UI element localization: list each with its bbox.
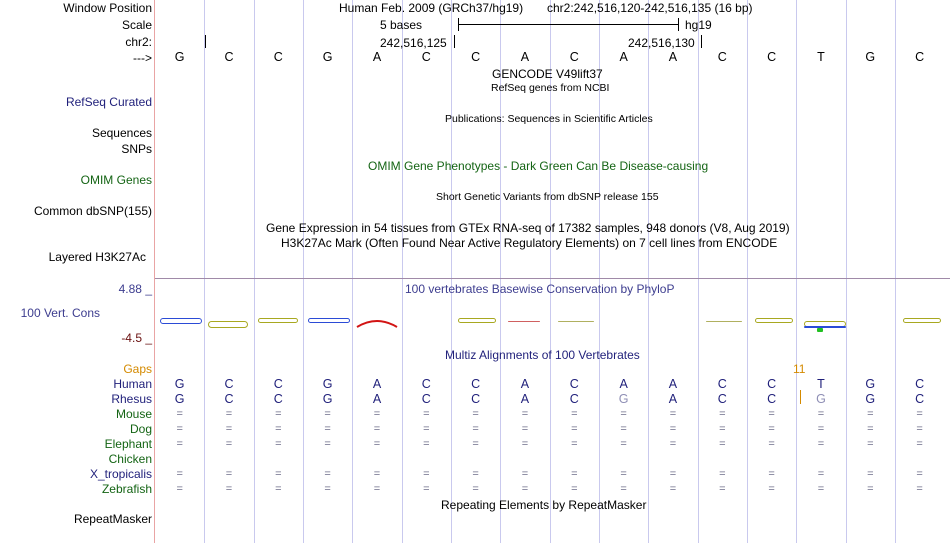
alignment-match-mark: =	[176, 483, 183, 495]
refseq-track-subtitle: RefSeq genes from NCBI	[491, 82, 610, 94]
base-letter: G	[322, 50, 333, 64]
omim-track-title: OMIM Gene Phenotypes - Dark Green Can Be Disease-causing	[368, 159, 709, 173]
species-label-human: Human	[113, 377, 152, 391]
base-gridline	[846, 0, 847, 543]
track-feature	[817, 328, 823, 332]
alignment-match-mark: =	[768, 468, 775, 480]
track-feature	[208, 321, 248, 328]
alignment-match-mark: =	[472, 483, 479, 495]
alignment-match-mark: =	[373, 468, 381, 480]
base-letter: G	[174, 392, 185, 406]
base-letter: C	[717, 392, 727, 406]
base-gridline	[648, 0, 649, 543]
base-letter: G	[816, 392, 826, 406]
base-letter: T	[817, 50, 825, 64]
alignment-match-mark: =	[620, 483, 627, 495]
snps-track-label[interactable]: SNPs	[121, 142, 152, 156]
base-gridline	[204, 0, 205, 543]
species-label-dog: Dog	[129, 422, 152, 436]
scale-db: hg19	[685, 18, 712, 32]
repeatmasker-track-label[interactable]: RepeatMasker	[73, 512, 152, 526]
alignment-match-mark: =	[521, 483, 529, 495]
alignment-match-mark: =	[472, 423, 479, 435]
base-gridline	[747, 0, 748, 543]
alignment-match-mark: =	[916, 408, 923, 420]
h3k27ac-track-label[interactable]: Layered H3K27Ac	[48, 250, 146, 264]
alignment-match-mark: =	[324, 408, 331, 420]
base-letter: C	[569, 50, 579, 64]
species-label-xtropicalis: X_tropicalis	[89, 467, 152, 481]
species-label-elephant: Elephant	[104, 437, 152, 451]
base-letter: C	[471, 50, 481, 64]
alignment-match-mark: =	[275, 423, 282, 435]
base-letter: A	[619, 377, 628, 391]
alignment-match-mark: =	[719, 483, 726, 495]
track-feature	[356, 318, 398, 328]
alignment-match-mark: =	[373, 408, 381, 420]
track-feature	[508, 321, 540, 322]
alignment-match-mark: =	[571, 483, 578, 495]
alignment-match-mark: =	[916, 468, 923, 480]
alignment-match-mark: =	[571, 438, 578, 450]
h3k27ac-track-title: H3K27Ac Mark (Often Found Near Active Regulatory Elements) on 7 cell lines from ENCODE	[281, 236, 778, 250]
base-letter: C	[471, 392, 481, 406]
alignment-match-mark: =	[176, 408, 183, 420]
alignment-match-mark: =	[472, 438, 479, 450]
base-letter: C	[717, 377, 727, 391]
alignment-match-mark: =	[669, 438, 677, 450]
base-letter: A	[668, 50, 678, 64]
alignment-match-mark: =	[719, 408, 726, 420]
alignment-match-mark: =	[324, 438, 331, 450]
alignment-match-mark: =	[669, 408, 677, 420]
base-letter: C	[224, 50, 234, 64]
publications-track-title: Publications: Sequences in Scientific Articles	[445, 113, 653, 125]
base-letter: C	[569, 377, 579, 391]
alignment-match-mark: =	[719, 468, 726, 480]
alignment-match-mark: =	[373, 483, 381, 495]
base-letter: A	[520, 50, 530, 64]
conservation-max-value: 4.88 _	[118, 282, 152, 296]
track-feature	[706, 321, 742, 322]
track-feature	[903, 318, 941, 323]
base-gridline	[303, 0, 304, 543]
alignment-match-mark: =	[817, 438, 825, 450]
alignment-match-mark: =	[620, 408, 627, 420]
alignment-match-mark: =	[176, 423, 183, 435]
alignment-match-mark: =	[719, 438, 726, 450]
track-feature	[458, 318, 496, 323]
ruler-tick-2	[454, 35, 455, 48]
base-letter: A	[520, 377, 530, 391]
base-letter: A	[520, 392, 530, 406]
alignment-match-mark: =	[669, 468, 677, 480]
base-gridline	[796, 0, 797, 543]
alignment-match-mark: =	[669, 483, 677, 495]
base-letter: C	[421, 392, 431, 406]
gap-count: 11	[793, 362, 806, 376]
scale-bar-right-tick	[678, 18, 679, 31]
base-letter: G	[865, 50, 876, 64]
base-letter: A	[372, 377, 382, 391]
gaps-label: Gaps	[123, 362, 152, 376]
alignment-match-mark: =	[275, 438, 282, 450]
alignment-match-mark: =	[867, 468, 874, 480]
dbsnp-track-label[interactable]: Common dbSNP(155)	[33, 204, 152, 218]
window-position-value: chr2:242,516,120-242,516,135 (16 bp)	[547, 1, 753, 15]
base-letter: C	[421, 50, 431, 64]
base-letter: C	[915, 392, 925, 406]
alignment-match-mark: =	[423, 423, 430, 435]
base-gridline	[698, 0, 699, 543]
base-letter: G	[618, 392, 629, 406]
alignment-match-mark: =	[521, 408, 529, 420]
base-letter: C	[767, 392, 777, 406]
alignment-match-mark: =	[324, 423, 331, 435]
gtex-track-title: Gene Expression in 54 tissues from GTEx RNA-seq of 17382 samples, 948 donors (V8, Aug 2019)	[266, 221, 790, 235]
ruler-tick-1	[205, 35, 206, 48]
repeatmasker-track-title: Repeating Elements by RepeatMasker	[441, 498, 647, 512]
alignment-match-mark: =	[225, 438, 233, 450]
species-label-mouse: Mouse	[115, 407, 152, 421]
base-letter: C	[224, 377, 234, 391]
alignment-match-mark: =	[423, 408, 430, 420]
alignment-match-mark: =	[620, 468, 627, 480]
alignment-match-mark: =	[571, 468, 578, 480]
conservation-min-value: -4.5 _	[121, 331, 152, 345]
ruler-tick-3	[701, 35, 702, 48]
strand-label: --->	[133, 51, 152, 65]
assembly-title: Human Feb. 2009 (GRCh37/hg19)	[339, 1, 524, 15]
alignment-match-mark: =	[225, 483, 233, 495]
alignment-match-mark: =	[867, 438, 874, 450]
track-feature	[258, 318, 298, 323]
base-gridline	[451, 0, 452, 543]
base-letter: T	[817, 377, 825, 391]
alignment-match-mark: =	[324, 483, 331, 495]
alignment-match-mark: =	[423, 468, 430, 480]
window-position-label: Window Position	[63, 1, 152, 15]
track-feature	[308, 318, 350, 323]
base-letter: G	[865, 377, 876, 391]
ruler-coord-left: 242,516,125	[380, 36, 447, 50]
base-gridline	[895, 0, 896, 543]
alignment-match-mark: =	[669, 423, 677, 435]
base-letter: G	[174, 377, 185, 391]
gap-marker	[800, 390, 801, 404]
sequences-track-label[interactable]: Sequences	[91, 126, 152, 140]
base-letter: G	[174, 50, 185, 64]
alignment-match-mark: =	[472, 408, 479, 420]
alignment-match-mark: =	[768, 408, 775, 420]
alignment-match-mark: =	[916, 438, 923, 450]
alignment-match-mark: =	[817, 408, 825, 420]
conservation-track-label[interactable]: 100 Vert. Cons	[20, 306, 100, 320]
alignment-match-mark: =	[768, 483, 775, 495]
track-feature	[804, 326, 846, 328]
alignment-match-mark: =	[916, 423, 923, 435]
base-letter: C	[767, 50, 777, 64]
species-label-zebrafish: Zebrafish	[101, 482, 152, 496]
scale-bar	[458, 24, 678, 25]
alignment-match-mark: =	[867, 423, 874, 435]
base-letter: C	[767, 377, 777, 391]
base-letter: A	[372, 50, 382, 64]
alignment-match-mark: =	[423, 483, 430, 495]
alignment-match-mark: =	[817, 423, 825, 435]
base-letter: C	[471, 377, 481, 391]
alignment-match-mark: =	[472, 468, 479, 480]
sidebar-divider	[154, 0, 155, 543]
base-letter: C	[224, 392, 234, 406]
alignment-match-mark: =	[521, 423, 529, 435]
base-letter: C	[273, 392, 283, 406]
base-letter: A	[372, 392, 382, 406]
alignment-match-mark: =	[423, 438, 430, 450]
base-letter: A	[668, 392, 678, 406]
scale-text: 5 bases	[380, 18, 423, 32]
base-gridline	[402, 0, 403, 543]
alignment-match-mark: =	[768, 423, 775, 435]
alignment-match-mark: =	[275, 408, 282, 420]
base-gridline	[352, 0, 353, 543]
base-letter: C	[273, 50, 283, 64]
alignment-match-mark: =	[225, 408, 233, 420]
base-letter: G	[865, 392, 876, 406]
alignment-match-mark: =	[275, 468, 282, 480]
track-feature	[558, 321, 594, 322]
alignment-match-mark: =	[176, 438, 183, 450]
dbsnp-track-title: Short Genetic Variants from dbSNP release 155	[436, 191, 659, 203]
alignment-match-mark: =	[373, 438, 381, 450]
refseq-track-label[interactable]: RefSeq Curated	[65, 95, 152, 109]
alignment-match-mark: =	[768, 438, 775, 450]
base-letter: G	[322, 377, 333, 391]
alignment-match-mark: =	[225, 423, 233, 435]
alignment-match-mark: =	[176, 468, 183, 480]
base-letter: G	[322, 392, 333, 406]
alignment-match-mark: =	[620, 423, 627, 435]
base-letter: C	[569, 392, 579, 406]
alignment-match-mark: =	[225, 468, 233, 480]
alignment-match-mark: =	[521, 468, 529, 480]
base-letter: C	[717, 50, 727, 64]
alignment-match-mark: =	[571, 408, 578, 420]
conservation-track-top-line	[155, 278, 950, 279]
base-letter: A	[668, 377, 678, 391]
base-letter: C	[915, 50, 925, 64]
alignment-match-mark: =	[817, 483, 825, 495]
alignment-match-mark: =	[817, 468, 825, 480]
base-letter: C	[915, 377, 925, 391]
alignment-match-mark: =	[571, 423, 578, 435]
alignment-match-mark: =	[867, 483, 874, 495]
track-feature	[755, 318, 793, 323]
alignment-match-mark: =	[916, 483, 923, 495]
scale-label: Scale	[121, 18, 152, 32]
species-label-chicken: Chicken	[108, 452, 152, 466]
alignment-match-mark: =	[521, 438, 529, 450]
alignment-match-mark: =	[324, 468, 331, 480]
base-letter: A	[619, 50, 628, 64]
scale-bar-left-tick	[458, 18, 459, 31]
base-letter: C	[273, 377, 283, 391]
base-gridline	[254, 0, 255, 543]
multiz-track-title: Multiz Alignments of 100 Vertebrates	[445, 348, 640, 362]
base-letter: C	[421, 377, 431, 391]
species-label-rhesus: Rhesus	[111, 392, 152, 406]
alignment-match-mark: =	[275, 483, 282, 495]
gencode-track-title[interactable]: GENCODE V49lift37	[492, 67, 603, 81]
ruler-coord-right: 242,516,130	[628, 36, 695, 50]
omim-track-label[interactable]: OMIM Genes	[80, 173, 152, 187]
alignment-match-mark: =	[719, 423, 726, 435]
alignment-match-mark: =	[373, 423, 381, 435]
alignment-match-mark: =	[620, 438, 627, 450]
track-feature	[160, 318, 202, 324]
conservation-track-title: 100 vertebrates Basewise Conservation by PhyloP	[405, 282, 675, 296]
alignment-match-mark: =	[867, 408, 874, 420]
chrom-label: chr2:	[125, 35, 152, 49]
